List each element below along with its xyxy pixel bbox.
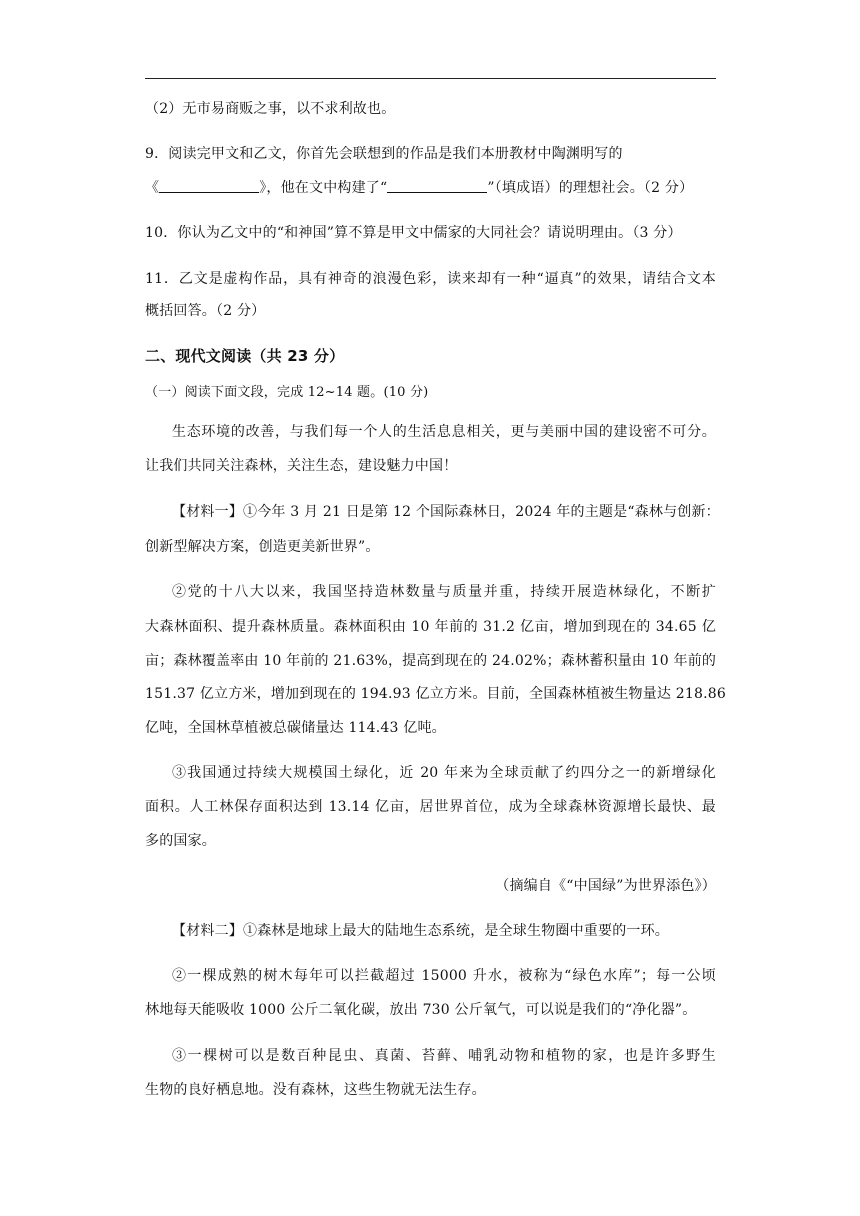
material-1-para-1-line-1: 【材料一】①今年 3 月 21 日是第 12 个国际森林日，2024 年的主题是“森林与创新： <box>172 504 720 520</box>
intro-line-2: 让我们共同关注森林，关注生态，建设魅力中国！ <box>145 458 458 474</box>
source-citation: （摘编自《“中国绿”为世界添色》） <box>495 878 716 894</box>
fill-blank-idiom[interactable] <box>387 178 487 193</box>
question-10: 10．你认为乙文中的“和神国”算不算是甲文中儒家的大同社会？请说明理由。（3 分） <box>145 225 682 241</box>
material-2-para-1: 【材料二】①森林是地球上最大的陆地生态系统，是全球生物圈中重要的一环。 <box>172 923 669 939</box>
section-heading-modern-reading: 二、现代文阅读（共 23 分） <box>145 347 345 365</box>
material-1-para-2-line-2: 大森林面积、提升森林质量。森林面积由 10 年前的 31.2 亿亩，增加到现在的 34.65 亿 <box>145 619 716 635</box>
material-1-para-2-line-1: ②党的十八大以来，我国坚持造林数量与质量并重，持续开展造林绿化，不断扩 <box>172 584 716 600</box>
material-2-para-3-line-2: 生物的良好栖息地。没有森林，这些生物就无法生存。 <box>145 1082 486 1098</box>
intro-line-1: 生态环境的改善，与我们每一个人的生活息息相关，更与美丽中国的建设密不可分。 <box>172 424 716 440</box>
question-9-line-1: 9．阅读完甲文和乙文，你首先会联想到的作品是我们本册教材中陶渊明写的 <box>145 146 623 162</box>
subsection-instruction: （一）阅读下面文段，完成 12~14 题。(10 分) <box>145 385 429 400</box>
material-2-para-2-line-2: 林地每天能吸收 1000 公斤二氧化碳，放出 730 公斤氧气，可以说是我们的“净化器”。 <box>145 1002 697 1018</box>
question-11-line-2: 概括回答。（2 分） <box>145 303 266 319</box>
material-1-para-2-line-5: 亿吨，全国林草植被总碳储量达 114.43 亿吨。 <box>145 720 446 736</box>
fill-blank-title[interactable] <box>159 178 259 193</box>
material-1-para-3-line-1: ③我国通过持续大规模国土绿化，近 20 年来为全球贡献了约四分之一的新增绿化 <box>172 765 716 781</box>
question-9-line-2 <box>145 178 716 198</box>
answer-line-2: （2）无市易商贩之事，以不求利故也。 <box>145 101 396 117</box>
header-rule <box>145 78 716 79</box>
material-1-para-1-line-2: 创新型解决方案，创造更美新世界”。 <box>145 539 380 555</box>
question-9-text-part-3: ”（填成语）的理想社会。（2 分） <box>487 180 694 196</box>
material-1-para-2-line-4: 151.37 亿立方米，增加到现在的 194.93 亿立方米。目前，全国森林植被生物量达 218.86 <box>145 686 726 702</box>
question-9-text-part-2: 》，他在文中构建了“ <box>259 180 388 196</box>
material-1-para-3-line-2: 面积。人工林保存面积达到 13.14 亿亩，居世界首位，成为全球森林资源增长最快、最 <box>145 799 716 815</box>
material-2-para-2-line-1: ②一棵成熟的树木每年可以拦截超过 15000 升水，被称为“绿色水库”；每一公顷 <box>172 968 716 984</box>
material-1-para-3-line-3: 多的国家。 <box>145 833 216 849</box>
question-11-line-1: 11．乙文是虚构作品，具有神奇的浪漫色彩，读来却有一种“逼真”的效果，请结合文本 <box>145 271 716 287</box>
material-1-para-2-line-3: 亩；森林覆盖率由 10 年前的 21.63%，提高到现在的 24.02%；森林蓄积量由 10 年前的 <box>145 653 717 669</box>
question-9-text-part-1: 《 <box>145 180 160 196</box>
material-2-para-3-line-1: ③一棵树可以是数百种昆虫、真菌、苔藓、哺乳动物和植物的家，也是许多野生 <box>172 1048 716 1064</box>
